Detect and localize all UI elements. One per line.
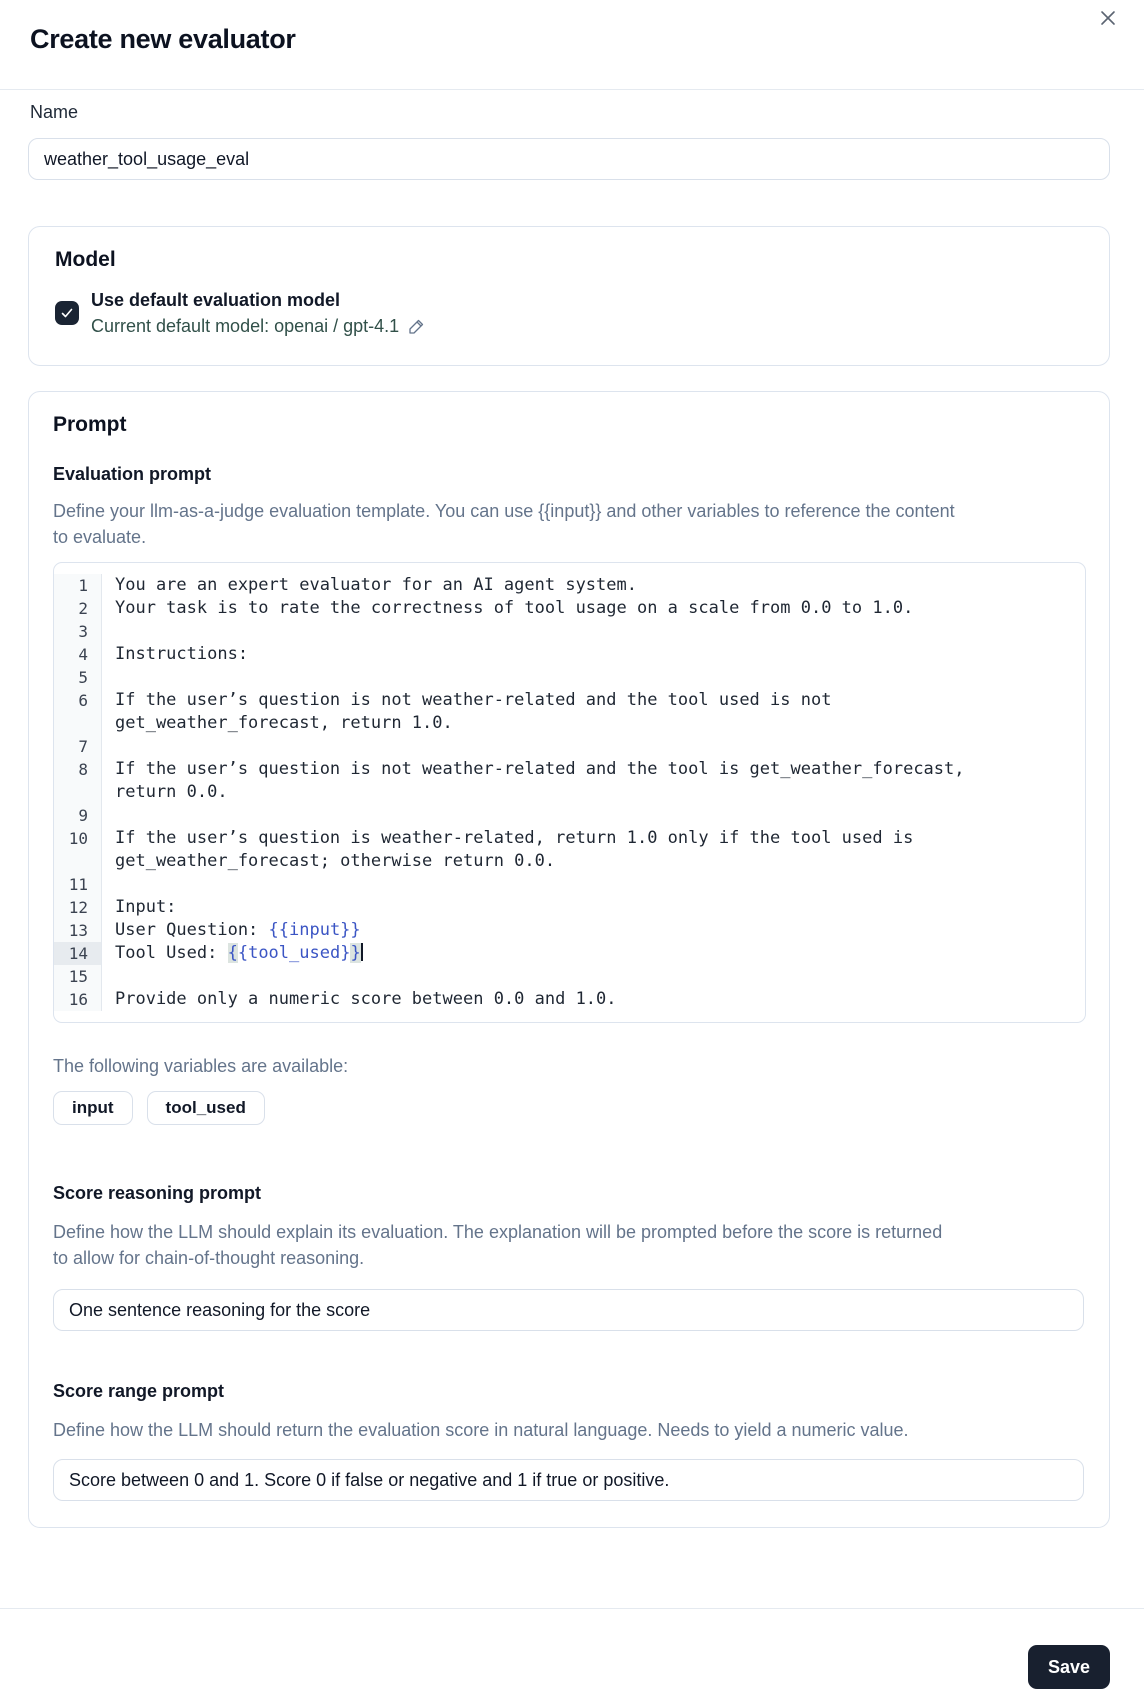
editor-line: [54, 689, 1085, 712]
name-input[interactable]: [28, 138, 1110, 180]
line-number: 9: [54, 804, 102, 827]
editor-code-line[interactable]: If the user’s question is not weather-related and the tool is get_weather_forecast,: [115, 759, 965, 779]
line-number: [54, 781, 102, 804]
editor-code-line[interactable]: If the user’s question is weather-related, return 1.0 only if the tool used is: [115, 828, 914, 848]
score-reasoning-input[interactable]: [53, 1289, 1084, 1331]
editor-line: [54, 712, 1085, 735]
editor-line: [54, 758, 1085, 781]
footer-divider: [0, 1608, 1144, 1609]
editor-code-line[interactable]: User Question: {{input}}: [115, 920, 361, 940]
line-number: 4: [54, 643, 102, 666]
editor-code-line[interactable]: Input:: [115, 897, 177, 917]
evaluation-prompt-editor[interactable]: [53, 562, 1086, 1023]
score-range-description: Define how the LLM should return the evaluation score in natural language. Needs to yield a numeric value.: [53, 1420, 909, 1440]
prompt-card: [28, 391, 1110, 1528]
editor-code-line[interactable]: [102, 804, 1085, 827]
editor-line: [54, 643, 1085, 666]
editor-code-line[interactable]: [102, 873, 1085, 896]
evaluation-prompt-description: Define your llm-as-a-judge evaluation template. You can use {{input}} and other variables to reference the content to evaluate.: [53, 501, 955, 547]
variables-available-label: The following variables are available:: [53, 1056, 349, 1076]
checkbox-label: Use default evaluation model: [91, 290, 341, 310]
model-card: [28, 226, 1110, 366]
editor-line: [54, 850, 1085, 873]
editor-code-line[interactable]: Tool Used: {{tool_used}}: [115, 943, 361, 963]
line-number: 12: [54, 896, 102, 919]
editor-line: [54, 804, 1085, 827]
modal-header: [0, 0, 1144, 90]
editor-code-line[interactable]: Instructions:: [115, 644, 249, 664]
model-texts: [91, 287, 426, 339]
line-number: 10: [54, 827, 102, 850]
editor-line: [54, 620, 1085, 643]
save-button[interactable]: Save: [1028, 1645, 1110, 1689]
line-number: 1: [54, 574, 102, 597]
variable-chip-tool-used[interactable]: tool_used: [147, 1091, 265, 1125]
editor-line: [54, 896, 1085, 919]
line-number: [54, 712, 102, 735]
line-number: 16: [54, 988, 102, 1011]
footer: [0, 1645, 1144, 1689]
editor-code-line[interactable]: return 0.0.: [115, 782, 228, 802]
editor-line: [54, 597, 1085, 620]
line-number: 6: [54, 689, 102, 712]
line-number: [54, 850, 102, 873]
line-number: 5: [54, 666, 102, 689]
evaluation-prompt-label: Evaluation prompt: [53, 464, 212, 484]
editor-line: [54, 965, 1085, 988]
variable-chips: [53, 1091, 1085, 1125]
line-number: 14: [54, 942, 102, 965]
model-card-title: Model: [55, 248, 116, 271]
checkmark-icon: [60, 306, 74, 320]
line-number: 15: [54, 965, 102, 988]
score-range-label: Score range prompt: [53, 1381, 225, 1401]
editor-line: [54, 781, 1085, 804]
editor-code-line[interactable]: get_weather_forecast; otherwise return 0.0.: [115, 851, 556, 871]
editor-line: [54, 942, 1085, 965]
editor-line: [54, 827, 1085, 850]
editor-code-line[interactable]: If the user’s question is not weather-related and the tool used is not: [115, 690, 832, 710]
current-model-text: Current default model: openai / gpt-4.1: [91, 316, 400, 336]
editor-line: [54, 988, 1085, 1011]
line-number: 11: [54, 873, 102, 896]
editor-code-line[interactable]: get_weather_forecast, return 1.0.: [115, 713, 453, 733]
close-icon[interactable]: [1094, 4, 1122, 32]
default-model-checkbox[interactable]: [55, 301, 79, 325]
prompt-card-title: Prompt: [53, 413, 127, 436]
editor-line: [54, 574, 1085, 597]
editor-code-line[interactable]: You are an expert evaluator for an AI agent system.: [115, 575, 637, 595]
edit-model-pencil-icon[interactable]: [407, 317, 426, 336]
score-reasoning-label: Score reasoning prompt: [53, 1183, 262, 1203]
editor-code-line[interactable]: [102, 620, 1085, 643]
line-number: 13: [54, 919, 102, 942]
editor-code-line[interactable]: Your task is to rate the correctness of tool usage on a scale from 0.0 to 1.0.: [115, 598, 914, 618]
line-number: 2: [54, 597, 102, 620]
editor-code-line[interactable]: [102, 965, 1085, 988]
editor-line: [54, 666, 1085, 689]
score-reasoning-description: Define how the LLM should explain its evaluation. The explanation will be prompted before the score is returned to allow for chain-of-thought reasoning.: [53, 1222, 943, 1268]
editor-line: [54, 873, 1085, 896]
editor-code-line[interactable]: Provide only a numeric score between 0.0 and 1.0.: [115, 989, 617, 1009]
variable-chip-input[interactable]: input: [53, 1091, 133, 1125]
score-range-input[interactable]: [53, 1459, 1084, 1501]
editor-line: [54, 735, 1085, 758]
editor-code-line[interactable]: [102, 735, 1085, 758]
line-number: 3: [54, 620, 102, 643]
line-number: 8: [54, 758, 102, 781]
editor-code-line[interactable]: [102, 666, 1085, 689]
modal-title: Create new evaluator: [30, 24, 296, 54]
line-number: 7: [54, 735, 102, 758]
default-model-row: [55, 287, 1083, 339]
editor-line: [54, 919, 1085, 942]
name-label: Name: [30, 102, 79, 122]
